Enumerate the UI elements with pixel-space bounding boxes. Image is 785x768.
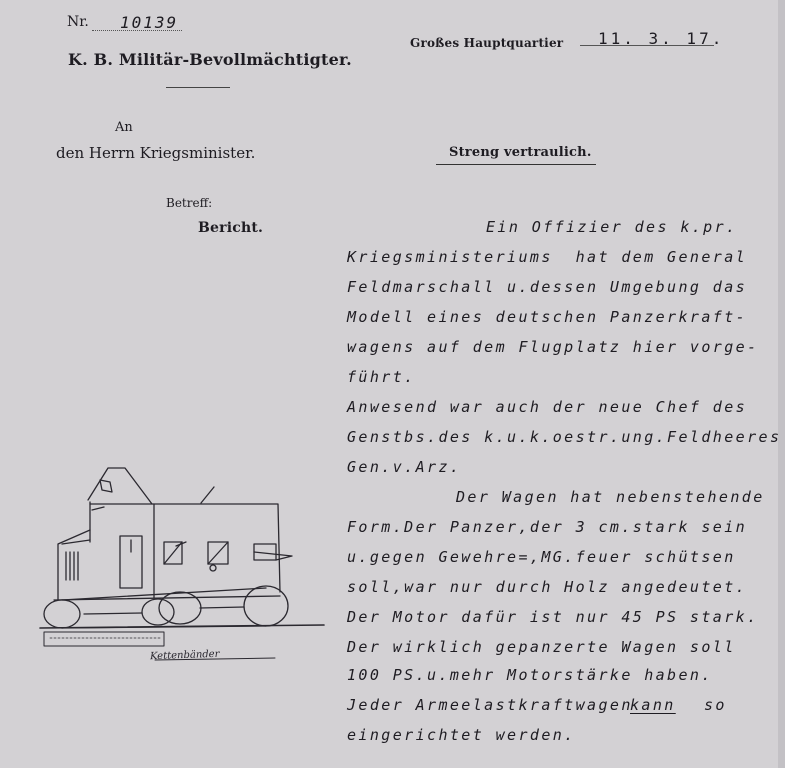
body-line: Der Wagen hat nebenstehende bbox=[456, 488, 765, 506]
document-date: 11. 3. 17. bbox=[598, 29, 725, 48]
date-line bbox=[580, 45, 714, 46]
subject-value: Bericht. bbox=[198, 220, 264, 236]
body-line: Ein Offizier des k.pr. bbox=[486, 218, 738, 236]
body-line: eingerichtet werden. bbox=[347, 726, 576, 744]
body-line: Genstbs.des k.u.k.oestr.ung.Feldheeres bbox=[347, 428, 782, 446]
office-rule bbox=[166, 87, 230, 88]
body-line: Feldmarschall u.dessen Umgebung das bbox=[347, 278, 748, 296]
subject-label: Betreff: bbox=[166, 196, 213, 210]
address-prefix: An bbox=[115, 120, 133, 135]
body-line: Der wirklich gepanzerte Wagen soll bbox=[347, 638, 736, 656]
headquarters-label: Großes Hauptquartier bbox=[410, 36, 564, 50]
confidential-underline bbox=[436, 164, 596, 165]
sketch-caption: Kettenbänder bbox=[149, 648, 220, 663]
body-line: Gen.v.Arz. bbox=[347, 458, 462, 476]
body-line: Jeder Armeelastkraftwagen bbox=[347, 696, 633, 714]
document-number: 10139 bbox=[120, 13, 179, 32]
confidential-mark: Streng vertraulich. bbox=[449, 145, 592, 160]
body-line: Kriegsministeriums hat dem General bbox=[347, 248, 748, 266]
body-line: wagens auf dem Flugplatz hier vorge- bbox=[347, 338, 759, 356]
body-line: soll,war nur durch Holz angedeutet. bbox=[347, 578, 748, 596]
body-line: Form.Der Panzer,der 3 cm.stark sein bbox=[347, 518, 748, 536]
body-line: u.gegen Gewehre=,MG.feuer schütsen bbox=[347, 548, 736, 566]
office-title: K. B. Militär-Bevollmächtigter. bbox=[68, 50, 352, 69]
body-line: Der Motor dafür ist nur 45 PS stark. bbox=[347, 608, 759, 626]
body-line: Anwesend war auch der neue Chef des bbox=[347, 398, 748, 416]
body-line: 100 PS.u.mehr Motorstärke haben. bbox=[347, 666, 713, 684]
page-edge bbox=[778, 0, 785, 768]
body-line: führt. bbox=[347, 368, 416, 386]
underlined-word: kann bbox=[630, 696, 676, 714]
body-line: Modell eines deutschen Panzerkraft- bbox=[347, 308, 748, 326]
number-label: Nr. bbox=[67, 14, 89, 30]
recipient: den Herrn Kriegsminister. bbox=[56, 144, 256, 162]
body-line: so bbox=[704, 696, 727, 714]
